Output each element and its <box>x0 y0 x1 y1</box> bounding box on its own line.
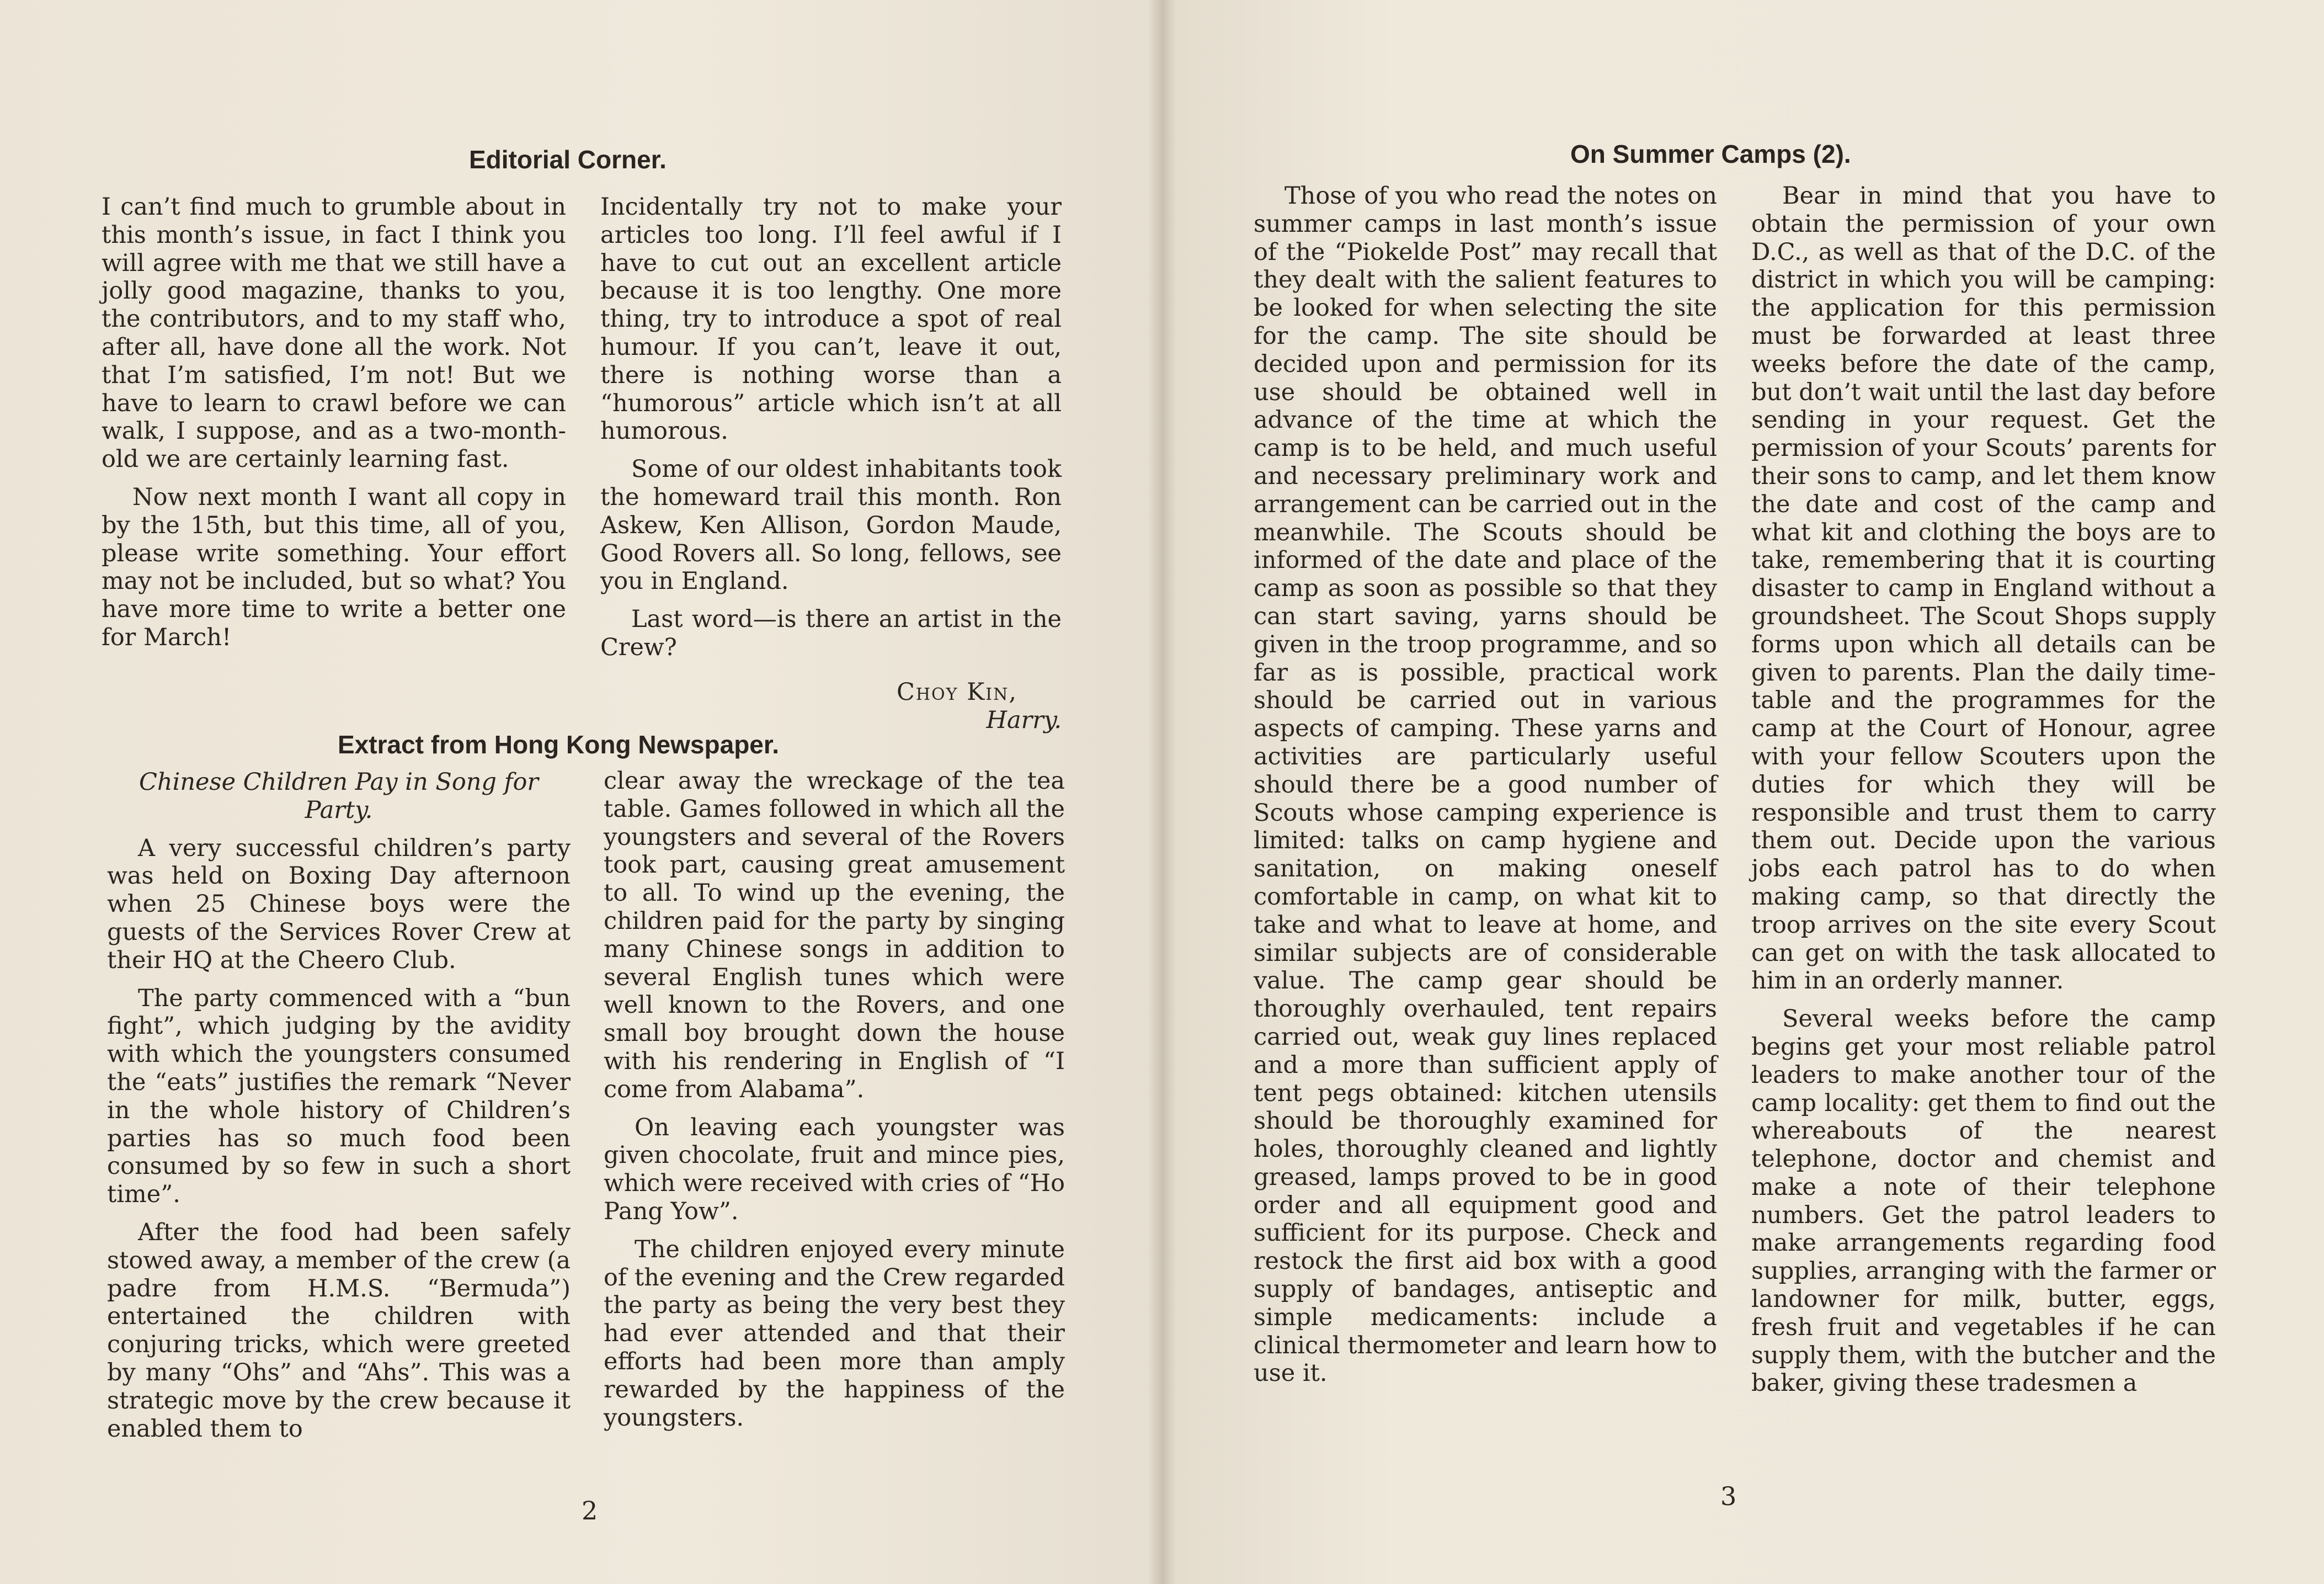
extract-subtitle: Chinese Children Pay in Song for Party. <box>139 768 539 824</box>
page-number-left: 2 <box>582 1496 598 1525</box>
editorial-column-1 <box>102 193 566 662</box>
summer-camps-paragraph: Bear in mind that you have to obtain the permission of your own D.C., as well as that of the D.C. of the district in which you will be camping: the application for this permission must be forwarded at least three weeks before the date of the camp, but don’t wait until the last day before sending in your request. Get the permission of your Scouts’ parents for their sons to camp, and let them know the date and cost of the camp and what kit and clothing the boys are to take, remembering that it is courting disaster to camp in England without a groundsheet. The Scout Shops supply forms upon which all details can be given to parents. Plan the daily time-table and the programmes for the camp at the Court of Honour, agree with your fellow Scouters upon the duties for which they will be responsible and trust them to carry them out. Decide upon the various jobs each patrol has to do when making camp, so that directly the troop arrives on the site every Scout can get on with the task allocated to him in an orderly manner. <box>1751 182 2216 995</box>
editorial-paragraph: Some of our oldest inhabitants took the homeward trail this month. Ron Askew, Ken Allison, Gordon Maude, Good Rovers all. So long, fellows, see you in England. <box>600 455 1062 596</box>
extract-column-1 <box>107 768 571 1453</box>
extract-column-2 <box>604 767 1065 1442</box>
summer-camps-column-2 <box>1751 182 2216 1407</box>
extract-paragraph: clear away the wreckage of the tea table. Games followed in which all the youngsters and several of the Rovers took part, causing great amusement to all. To wind up the evening, the children paid for the party by singing many Chinese songs in addition to several English tunes which were well known to the Rovers, and one small boy brought down the house with his rendering in English of “I come from Alabama”. <box>604 767 1065 1103</box>
extract-paragraph: On leaving each youngster was given chocolate, fruit and mince pies, which were received with cries of “Ho Pang Yow”. <box>604 1113 1065 1225</box>
signature-alias: Harry. <box>986 706 1062 734</box>
page-right <box>1162 0 2324 1584</box>
summer-camps-paragraph: Several weeks before the camp begins get your most reliable patrol leaders to make another tour of the camp locality: get them to find out the whereabouts of the nearest telephone, doctor and chemist and make a note of their telephone numbers. Get the patrol leaders to make arrangements regarding food supplies, arranging with the farmer or landowner for milk, butter, eggs, fresh fruit and vegetables if he can supply them, with the butcher and the baker, giving these tradesmen a <box>1751 1005 2216 1397</box>
extract-paragraph: After the food had been safely stowed away, a member of the crew (a padre from H.M.S. “Bermuda”) entertained the children with conjuring tricks, which were greeted by many “Ohs” and “Ahs”. This was a strategic move by the crew because it enabled them to <box>107 1218 571 1443</box>
summer-camps-heading: On Summer Camps (2). <box>1570 140 1851 168</box>
extract-paragraph: A very successful children’s party was held on Boxing Day afternoon when 25 Chinese boys were the guests of the Services Rover Crew at their HQ at the Cheero Club. <box>107 834 571 974</box>
binding-gutter <box>1148 0 1176 1584</box>
editorial-signature <box>600 678 1062 735</box>
extract-paragraph: The children enjoyed every minute of the evening and the Crew regarded the party as being the very best they had ever attended and that their efforts had been more than amply rewarded by the happiness of the youngsters. <box>604 1235 1065 1432</box>
extract-heading: Extract from Hong Kong Newspaper. <box>338 730 780 759</box>
editorial-paragraph: Incidentally try not to make your articles too long. I’ll feel awful if I have to cut out an excellent article because it is too lengthy. One more thing, try to introduce a spot of real humour. If you can’t, leave it out, there is nothing worse than a “humorous” article which isn’t at all humorous. <box>600 193 1062 445</box>
editorial-column-2 <box>600 193 1062 734</box>
editorial-paragraph: Last word—is there an artist in the Crew? <box>600 605 1062 661</box>
summer-camps-paragraph: Those of you who read the notes on summer camps in last month’s issue of the “Piokelde Post” may recall that they dealt with the salient features to be looked for when selecting the site for the camp. The site should be decided upon and permission for its use should be obtained well in advance of the time at which the camp is to be held, and much useful and necessary preliminary work and arrangement can be carried out in the meanwhile. The Scouts should be informed of the date and place of the camp as soon as possible so that they can start saving, yarns should be given in the troop programme, and so far as is possible, practical work should be carried out in various aspects of camping. These yarns and activities are particularly useful should there be a good number of Scouts whose camping experience is limited: talks on camp hygiene and sanitation, on making oneself comfortable in camp, on what kit to take and what to leave at home, and similar subjects are of considerable value. The camp gear should be thoroughly overhauled, tent repairs carried out, weak guy lines replaced and a more than sufficient apply of tent pegs obtained: kitchen utensils should be thoroughly examined for holes, thoroughly cleaned and lightly greased, lamps proved to be in good order and all equipment good and sufficient for its purpose. Check and restock the first aid box with a good supply of bandages, antiseptic and simple medicaments: include a clinical thermometer and learn how to use it. <box>1254 182 1717 1388</box>
signature-name: Choy Kin, <box>896 678 1017 706</box>
editorial-paragraph: I can’t find much to grumble about in this month’s issue, in fact I think you will agree with me that we still have a jolly good magazine, thanks to you, the contributors, and to my staff who, after all, have done all the work. Not that I’m satisfied, I’m not! But we have to learn to crawl before we can walk, I suppose, and as a two-month-old we are certainly learning fast. <box>102 193 566 474</box>
summer-camps-column-1 <box>1254 182 1717 1397</box>
page-number-right: 3 <box>1720 1481 1737 1511</box>
editorial-heading: Editorial Corner. <box>469 145 667 174</box>
extract-paragraph: The party commenced with a “bun fight”, which judging by the avidity with which the youngsters consumed the “eats” justifies the remark “Never in the whole history of Children’s parties has so much food been consumed by so few in such a short time”. <box>107 984 571 1209</box>
editorial-paragraph: Now next month I want all copy in by the 15th, but this time, all of you, please write something. Your effort may not be included, but so what? You have more time to write a better one for March! <box>102 483 566 651</box>
